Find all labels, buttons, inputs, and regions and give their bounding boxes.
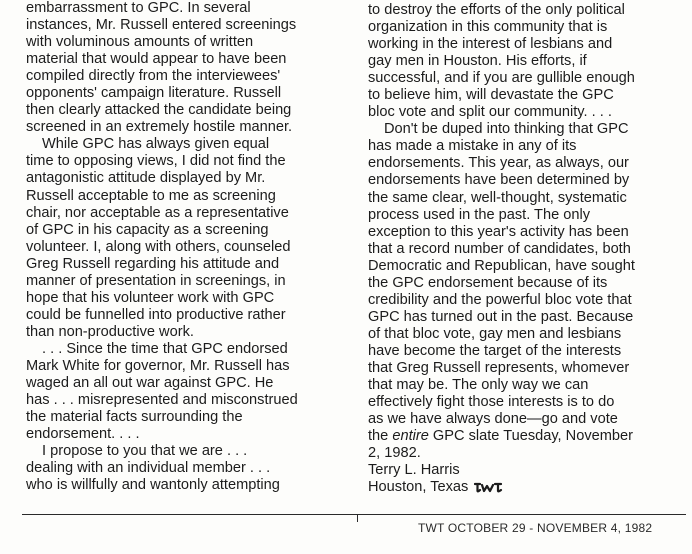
- right-column: [368, 2, 678, 496]
- footer-rule: [22, 514, 686, 515]
- text-line: gay men in Houston. His efforts, if: [368, 53, 587, 70]
- text-line: Mark White for governor, Mr. Russell has: [26, 357, 290, 374]
- text-line: hope that his volunteer work with GPC: [26, 289, 275, 306]
- text-line: as we have always done—go and vote: [368, 411, 618, 428]
- text-line: that a record number of candidates, both: [368, 240, 631, 257]
- text-line: material that would appear to have been: [26, 51, 287, 68]
- text-line: successful, and if you are gullible enough: [368, 70, 635, 87]
- text-line: Democratic and Republican, have sought: [368, 257, 635, 274]
- page-footer: TWT OCTOBER 29 - NOVEMBER 4, 1982: [418, 521, 653, 535]
- text-line: dealing with an individual member . . .: [26, 460, 271, 477]
- text-line: manner of presentation in screenings, in: [26, 272, 286, 289]
- text-line: exception to this year's activity has been: [368, 223, 629, 240]
- text-line: opponents' campaign literature. Russell: [26, 85, 282, 102]
- signature-location: Houston, Texas: [368, 479, 469, 496]
- text-line: credibility and the powerful bloc vote that: [368, 291, 632, 308]
- text-line: endorsements have been determined by: [368, 172, 630, 189]
- left-column: [26, 0, 344, 494]
- text-line: has . . . misrepresented and misconstrued: [26, 392, 298, 409]
- text-line: waged an all out war against GPC. He: [26, 375, 274, 392]
- text-line: organization in this community that is: [368, 19, 608, 36]
- text-line: the same clear, well-thought, systematic: [368, 189, 627, 206]
- text-line: antagonistic attitude displayed by Mr.: [26, 170, 266, 187]
- text-line: working in the interest of lesbians and: [368, 36, 613, 53]
- text-line: . . . Since the time that GPC endorsed: [42, 340, 288, 357]
- text-line: I propose to you that we are . . .: [42, 443, 248, 460]
- text-line: volunteer. I, along with others, counseled: [26, 238, 291, 255]
- text-line: to destroy the efforts of the only political: [368, 2, 625, 18]
- text-line: endorsement. . . .: [26, 426, 140, 443]
- text-line: of GPC in his capacity as a screening: [26, 221, 269, 238]
- text-line: then clearly attacked the candidate being: [26, 102, 292, 119]
- text-line: While GPC has always given equal: [42, 136, 270, 153]
- text-line: 2, 1982.: [368, 445, 421, 462]
- text-line: bloc vote and split our community. . . .: [368, 104, 612, 121]
- text-line: could be funnelled into productive rather: [26, 306, 286, 323]
- twt-logo-icon: [474, 481, 504, 498]
- text-line: the GPC endorsement because of its: [368, 274, 608, 291]
- text-line: chair, nor acceptable as a representative: [26, 204, 289, 221]
- text-line: with voluminous amounts of written: [26, 34, 254, 51]
- text-line: time to opposing views, I did not find the: [26, 153, 286, 170]
- signature-name: Terry L. Harris: [368, 462, 460, 479]
- text-line: Don't be duped into thinking that GPC: [384, 121, 629, 138]
- text-line: embarrassment to GPC. In several: [26, 0, 251, 16]
- text-line: who is willfully and wantonly attempting: [26, 477, 280, 494]
- text-line: GPC has turned out in the past. Because: [368, 308, 634, 325]
- text-line: Russell acceptable to me as screening: [26, 187, 276, 204]
- text-line: endorsements. This year, as always, our: [368, 155, 629, 172]
- signature-location-line: [368, 479, 678, 496]
- text-fragment: the: [368, 428, 393, 445]
- text-line: has made a mistake in any of its: [368, 138, 577, 155]
- text-line: that may be. The only way we can: [368, 377, 589, 394]
- text-line: of that bloc vote, gay men and lesbians: [368, 325, 622, 342]
- text-line: to believe him, will devastate the GPC: [368, 87, 614, 104]
- text-line: than non-productive work.: [26, 323, 194, 340]
- text-line: effectively fight those interests is to do: [368, 394, 615, 411]
- text-fragment: GPC slate Tuesday, November: [428, 428, 633, 445]
- text-line: compiled directly from the interviewees': [26, 68, 281, 85]
- text-line: Greg Russell regarding his attitude and: [26, 255, 280, 272]
- text-line: [368, 428, 678, 445]
- text-line: have become the target of the interests: [368, 342, 622, 359]
- emphasis-text: entire: [392, 428, 429, 445]
- text-line: screened in an extremely hostile manner.: [26, 119, 293, 136]
- column-divider-tick: [357, 514, 358, 522]
- text-line: instances, Mr. Russell entered screenings: [26, 17, 297, 34]
- text-line: process used in the past. The only: [368, 206, 591, 223]
- text-line: that Greg Russell represents, whomever: [368, 359, 630, 376]
- text-line: the material facts surrounding the: [26, 409, 243, 426]
